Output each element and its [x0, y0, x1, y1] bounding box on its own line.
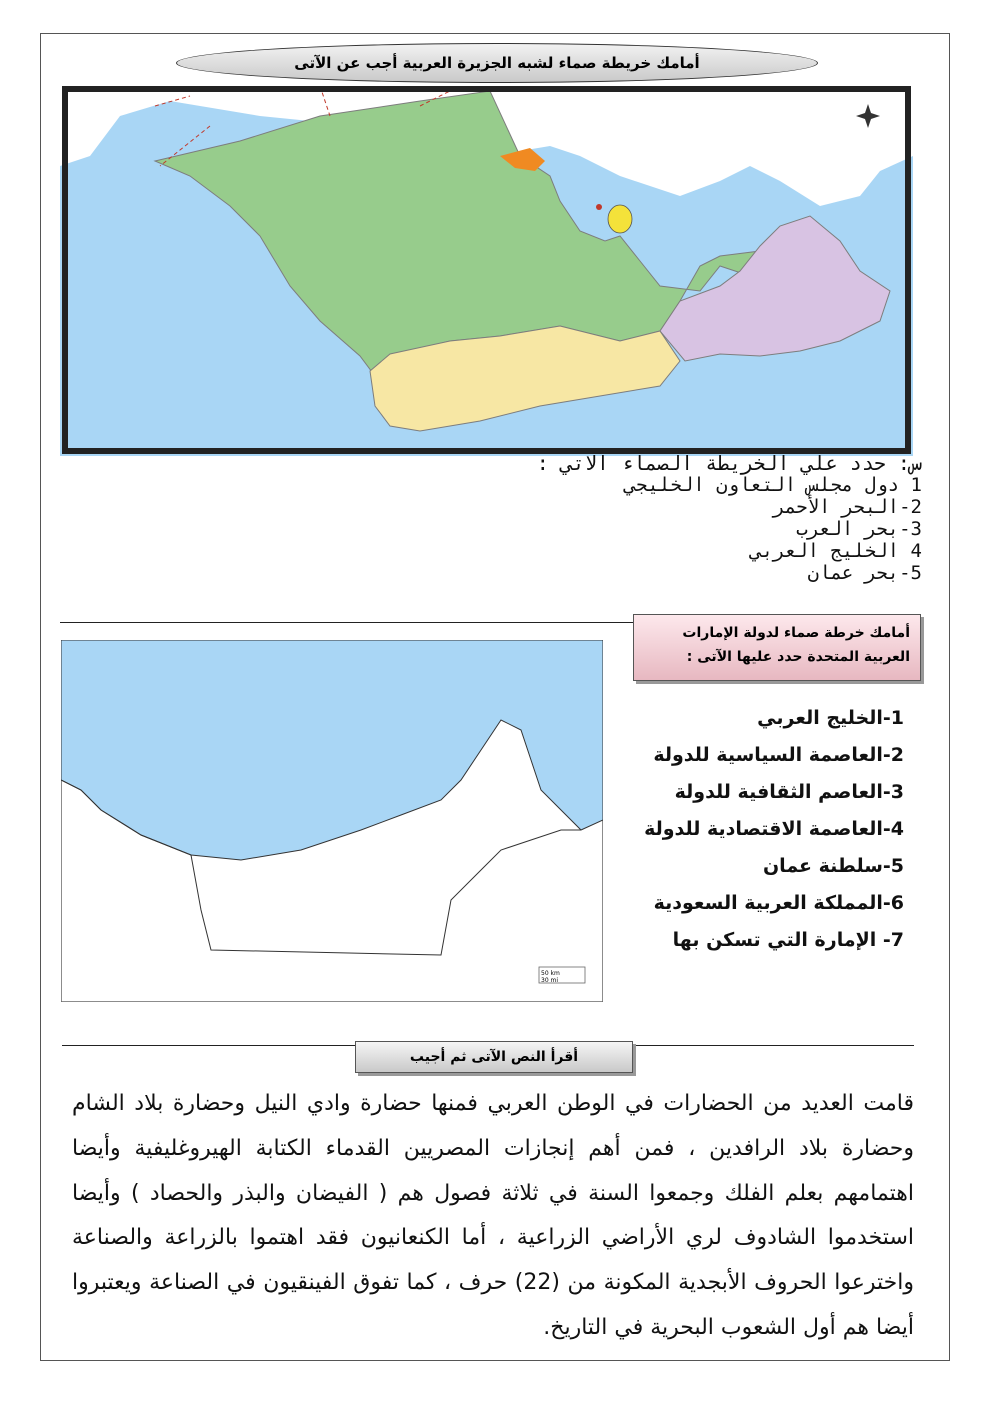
question-2-title-line1: أمامك خرطة صماء لدولة الإمارات [682, 625, 910, 641]
question-1-item: 3-بحر العرب [796, 518, 922, 540]
question-2-title-line2: العربية المتحدة حدد عليها الآتى : [686, 649, 910, 665]
question-1-item: 1 دول مجلس التعاون الخليجي [624, 474, 922, 496]
arabian-peninsula-blank-map [60, 86, 913, 456]
question-1-prompt: س: حدد علي الخريطة الصماء الاتي : [536, 451, 922, 475]
question-1-item: 2-البحر الأحمر [773, 496, 922, 518]
question-2-item: 1-الخليج العربي [757, 707, 904, 729]
uae-blank-map [61, 640, 603, 1002]
scale-mi-label: 30 mi [541, 977, 559, 984]
question-2-item: 3-العاصم الثقافية للدولة [674, 781, 904, 803]
scale-km-label: 50 km [541, 970, 560, 977]
reading-paragraph: قامت العديد من الحضارات في الوطن العربي فمنها حضارة وادي النيل وحضارة بلاد الشام وحضارة بلاد الرافدين ، فمن أهم إنجازات المصريين القدماء الكتابة الهيروغليفية وأيضا اهتمامهم بعلم الفلك وجمعوا السنة في ثلاثة فصول هم ( الفيضان والبذر والحصاد ) وأيضا استخدموا الشادوف لري الأراضي الزراعية ، أما الكنعانيون فقد اهتموا بالزراعة والصناعة واخترعوا الحروف الأبجدية المكونة من (22) حرف ، كما تفوق الفينقيون في الصناعة ويعتبروا أيضا هم أول الشعوب البحرية في التاريخ. [72, 1091, 914, 1340]
question-2-item: 6-المملكة العربية السعودية [653, 892, 904, 914]
question-1-item: 4 الخليج العربي [750, 540, 922, 562]
worksheet-title: أمامك خريطة صماء لشبه الجزيرة العربية أجب عن الآتى [176, 43, 818, 83]
question-2-item: 4-العاصمة الاقتصادية للدولة [644, 818, 904, 840]
question-2-list [564, 700, 904, 959]
question-2-title-box [633, 614, 921, 681]
question-1-item: 5-بحر عمان [807, 562, 922, 584]
question-1 [222, 452, 922, 584]
question-2-item: 7- الإمارة التي تسكن بها [672, 929, 904, 951]
question-2-item: 5-سلطنة عمان [762, 855, 904, 877]
qatar-region [608, 205, 632, 233]
reading-title-box: أقرأ النص الآتى ثم أجيب [355, 1041, 633, 1073]
divider [60, 622, 635, 623]
question-2-item: 2-العاصمة السياسية للدولة [653, 744, 904, 766]
